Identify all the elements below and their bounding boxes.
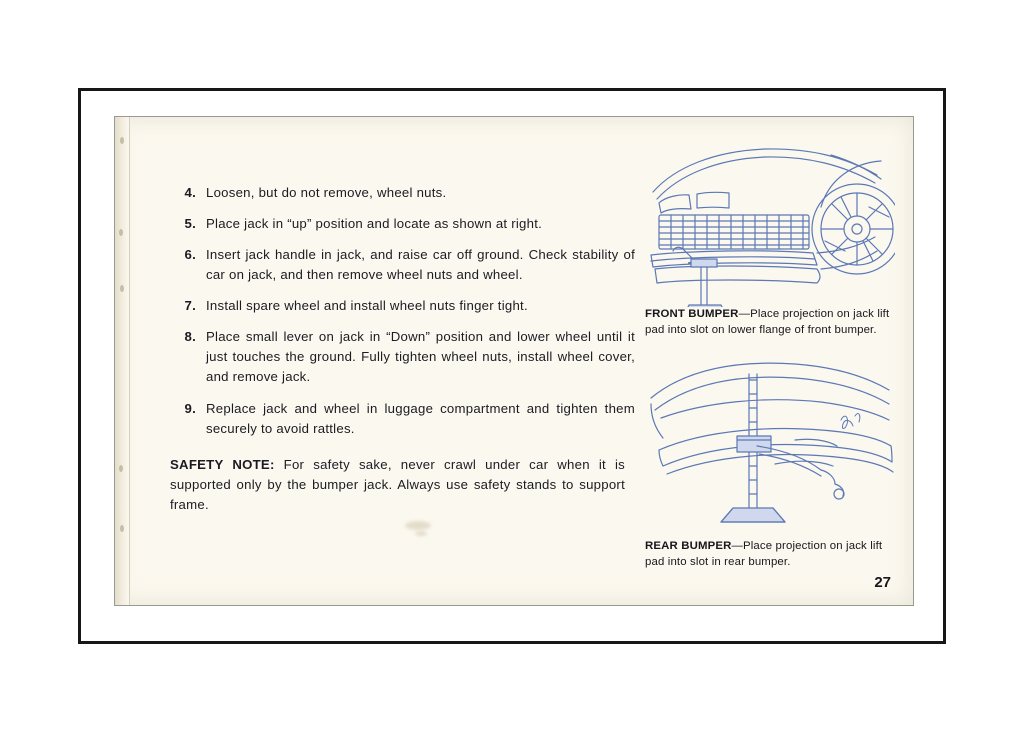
list-item-number: 5. bbox=[184, 216, 196, 232]
list-item-text: Loosen, but do not remove, wheel nuts. bbox=[206, 185, 447, 200]
front-bumper-caption bbox=[645, 307, 890, 338]
safety-note-text: For safety sake, never crawl under car when it is supported only by the bumper jack. Always use safety stands to support frame. bbox=[170, 456, 625, 512]
list-item bbox=[170, 399, 635, 439]
binding-hole bbox=[120, 525, 124, 532]
list-item-text: Install spare wheel and install wheel nuts finger tight. bbox=[206, 298, 528, 314]
paper-smudge bbox=[405, 521, 431, 530]
list-item-text: Place jack in “up” position and locate as shown at right. bbox=[206, 216, 543, 232]
front-bumper-caption-label: FRONT BUMPER bbox=[645, 308, 739, 320]
front-bumper-illustration bbox=[645, 137, 885, 307]
manual-page bbox=[114, 116, 914, 606]
rear-bumper-illustration bbox=[645, 354, 885, 539]
front-bumper-figure bbox=[645, 137, 890, 338]
list-item-number: 9. bbox=[184, 400, 196, 416]
list-item-number: 7. bbox=[184, 298, 196, 314]
binding-hole bbox=[120, 137, 124, 144]
binding-hole bbox=[119, 229, 123, 236]
paper-smudge bbox=[415, 531, 427, 536]
list-item bbox=[170, 214, 635, 234]
binding-hole bbox=[119, 465, 123, 472]
rear-bumper-caption bbox=[645, 539, 890, 570]
list-item-text: Replace jack and wheel in luggage compartment and tighten them securely to avoid rattles. bbox=[206, 400, 635, 436]
figure-column bbox=[645, 137, 890, 570]
rear-bumper-caption-text: —Place projection on jack lift pad into slot in rear bumper. bbox=[645, 540, 883, 568]
binding-hole bbox=[120, 285, 124, 292]
list-item bbox=[170, 296, 635, 316]
list-item-number: 6. bbox=[184, 247, 196, 263]
page-binding-edge bbox=[115, 117, 130, 605]
rear-bumper-caption-label: REAR BUMPER bbox=[645, 540, 732, 552]
list-item bbox=[170, 183, 635, 203]
list-item-number: 8. bbox=[184, 329, 196, 345]
list-item bbox=[170, 245, 635, 285]
safety-note bbox=[170, 455, 625, 515]
rear-bumper-figure bbox=[645, 354, 885, 570]
list-item bbox=[170, 327, 635, 387]
page-border-frame bbox=[78, 88, 946, 644]
safety-note-label: SAFETY NOTE: bbox=[170, 456, 275, 472]
instruction-list bbox=[170, 183, 635, 515]
list-item-number: 4. bbox=[184, 185, 196, 200]
list-item-text: Place small lever on jack in “Down” position and lower wheel until it just touches the ground. Fully tighten wheel nuts, install wheel cover, and remove jack. bbox=[206, 329, 635, 385]
page-number: 27 bbox=[874, 574, 891, 591]
front-bumper-caption-text: —Place projection on jack lift pad into slot on lower flange of front bumper. bbox=[645, 308, 890, 336]
list-item-text: Insert jack handle in jack, and raise car off ground. Check stability of car on jack, and then remove wheel nuts and wheel. bbox=[206, 247, 635, 283]
